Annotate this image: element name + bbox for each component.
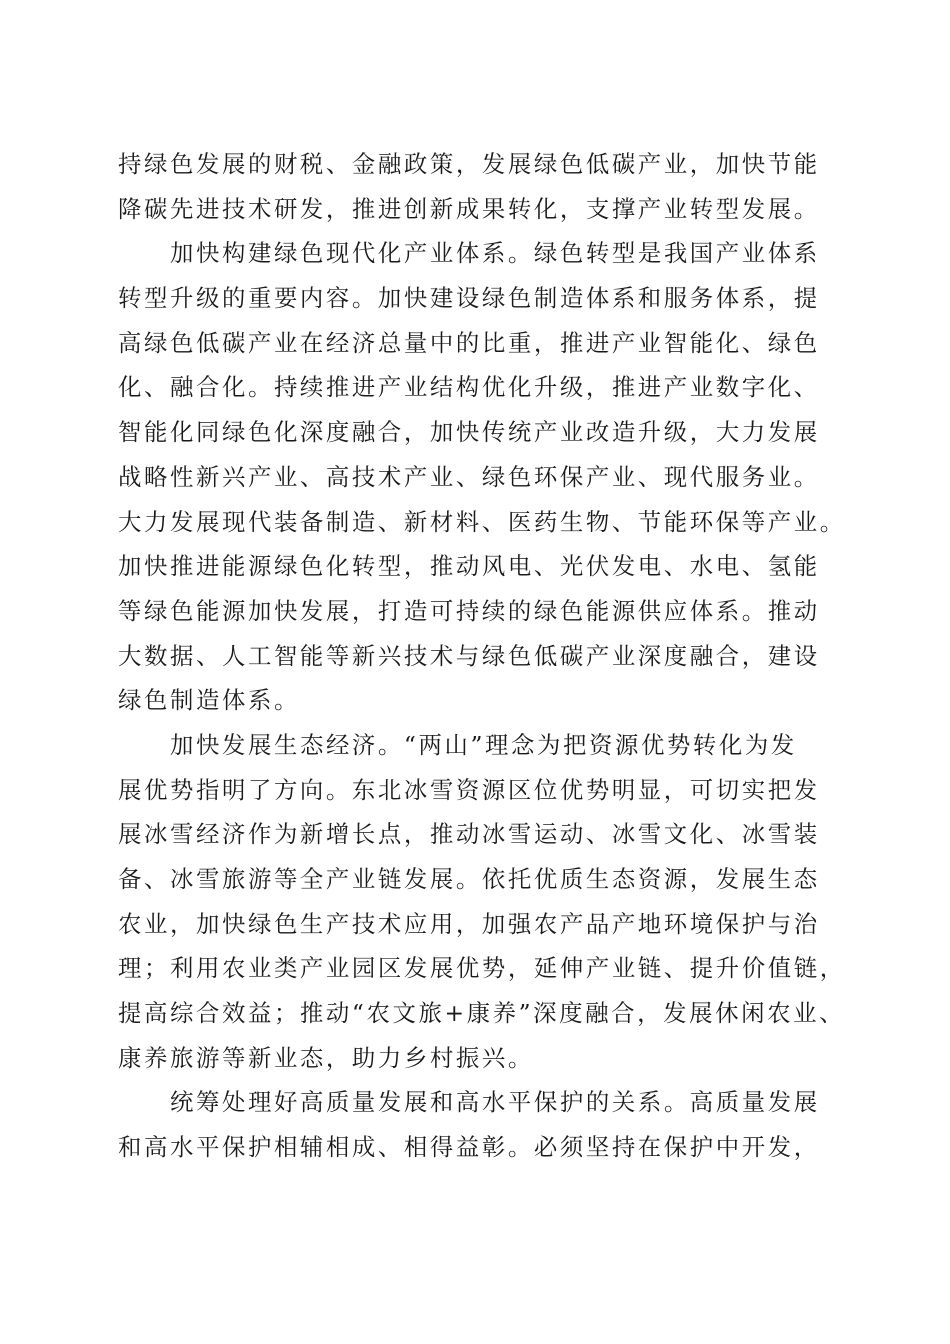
text-line: 大数据、人工智能等新兴技术与绿色低碳产业深度融合，建设 [118,641,820,670]
text-line: 化、融合化。持续推进产业结构优化升级，推进产业数字化、 [118,373,820,402]
text-line: 持绿色发展的财税、金融政策，发展绿色低碳产业，加快节能 [118,150,820,178]
text-line: 加快推进能源绿色化转型，推动风电、光伏发电、水电、氢能 [118,552,820,581]
text-line: 大力发展现代装备制造、新材料、医药生物、节能环保等产业。 [118,507,846,536]
text-line: 康养旅游等新业态，助力乡村振兴。 [118,1043,534,1072]
paragraph-heading-line: 加快构建绿色现代化产业体系。绿色转型是我国产业体系 [170,239,820,268]
paragraph-heading-line: 加快发展生态经济。“两山”理念为把资源优势转化为发 [170,730,797,759]
text-line: 农业，加快绿色生产技术应用，加强农产品产地环境保护与治 [118,909,820,938]
text-line: 和高水平保护相辅相成、相得益彰。必须坚持在保护中开发， [118,1133,820,1162]
text-line: 高绿色低碳产业在经济总量中的比重，推进产业智能化、绿色 [118,328,820,357]
body-text [118,142,846,1170]
text-line: 降碳先进技术研发，推进创新成果转化，支撑产业转型发展。 [118,194,820,223]
paragraph-heading-line: 统筹处理好高质量发展和高水平保护的关系。高质量发展 [170,1088,820,1117]
text-line: 展冰雪经济作为新增长点，推动冰雪运动、冰雪文化、冰雪装 [118,820,820,849]
text-line: 绿色制造体系。 [118,686,300,715]
text-line: 智能化同绿色化深度融合，加快传统产业改造升级，大力发展 [118,418,820,447]
text-line: 展优势指明了方向。东北冰雪资源区位优势明显，可切实把发 [118,775,820,804]
text-line: 备、冰雪旅游等全产业链发展。依托优质生态资源，发展生态 [118,865,820,893]
text-line: 提高综合效益；推动“农文旅+康养”深度融合，发展休闲农业、 [118,999,846,1028]
text-line: 转型升级的重要内容。加快建设绿色制造体系和服务体系，提 [118,284,820,313]
text-line: 等绿色能源加快发展，打造可持续的绿色能源供应体系。推动 [118,596,820,625]
text-line: 理；利用农业类产业园区发展优势，延伸产业链、提升价值链， [118,954,846,983]
text-line: 战略性新兴产业、高技术产业、绿色环保产业、现代服务业。 [118,462,820,491]
